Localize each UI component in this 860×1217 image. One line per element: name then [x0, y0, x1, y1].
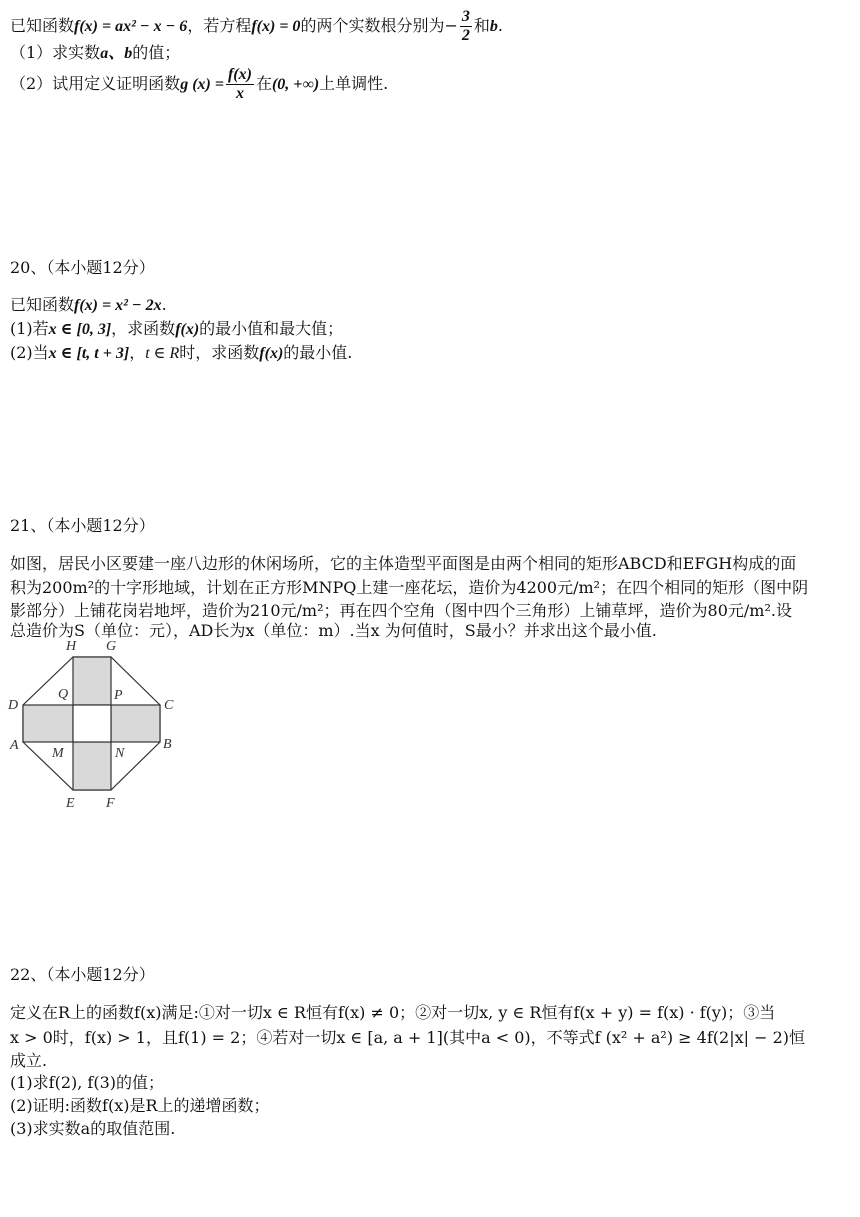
- q21-line3: 影部分）上铺花岗岩地坪，造价为210元/m²；再在四个空角（图中四个三角形）上铺草坪，造价为80元/m².设: [10, 601, 792, 620]
- q20-heading: 20、（本小题12分）: [10, 258, 155, 277]
- q19-fraction: [460, 8, 472, 45]
- q20-part2-text-d: 的最小值.: [283, 343, 353, 362]
- q19-part2-text-b: 在: [255, 74, 272, 93]
- q21-figure: [0, 635, 200, 815]
- q20-fx: f(x) = x² − 2x: [74, 297, 162, 314]
- q19-part2-text-a: （2）试用定义证明函数: [10, 74, 181, 93]
- label-C: C: [164, 698, 174, 713]
- shaded-rect-top: [73, 657, 111, 705]
- q22-line1: 定义在R上的函数f(x)满足:①对一切x ∈ R恒有f(x) ≠ 0；②对一切x, y ∈ R恒有f(x + y) = f(x) · f(y)；③当: [10, 1003, 776, 1022]
- label-M: M: [52, 746, 64, 761]
- q22-line2: x > 0时，f(x) > 1，且f(1) = 2；④若对一切x ∈ [a, a + 1](其中a < 0)，不等式f (x² + a²) ≥ 4f(2|x| − 2)恒: [10, 1028, 805, 1047]
- q19-fraction-den: 2: [461, 27, 470, 44]
- shaded-rect-left: [23, 705, 73, 742]
- q20-part1-text-c: 的最小值和最大值；: [199, 319, 344, 338]
- label-A: A: [10, 738, 19, 753]
- q20-part2-text-b: ，: [129, 343, 146, 362]
- q19-stem-text-b: ，若方程: [187, 16, 252, 35]
- q19-fraction-num: 3: [461, 8, 470, 25]
- q19-stem-text-c: 的两个实数根分别为−: [300, 16, 458, 35]
- shaded-rect-right: [111, 705, 160, 742]
- label-N: N: [115, 746, 125, 761]
- q19-part1: [10, 42, 180, 65]
- q19-stem: [10, 8, 503, 45]
- q19-part1-text-b: 的值；: [132, 43, 181, 62]
- q20-part1-f: f(x): [175, 321, 200, 338]
- q20-part1: [10, 318, 343, 341]
- q19-equation: f(x) = 0: [251, 18, 301, 35]
- q20-part2-t: t ∈ R: [145, 345, 180, 362]
- label-B: B: [163, 737, 172, 752]
- label-D: D: [8, 698, 19, 713]
- q19-fx-def: f(x) = ax² − x − 6: [74, 18, 188, 35]
- label-H: H: [66, 639, 77, 654]
- q20-part1-text-b: ，求函数: [111, 319, 176, 338]
- q22-heading: 22、（本小题12分）: [10, 965, 155, 984]
- q19-part2-frac-num: f(x): [227, 66, 252, 83]
- q20-stem-text-a: 已知函数: [10, 295, 75, 314]
- q20-part2-f: f(x): [259, 345, 284, 362]
- q20-part2-text-c: 时，求函数: [179, 343, 260, 362]
- center-square: [73, 705, 111, 742]
- q19-part2-text-c: 上单调性.: [319, 74, 389, 93]
- q20-part1-text-a: (1)若: [10, 319, 49, 338]
- q19-part2-frac-den: x: [235, 85, 244, 102]
- q21-heading: 21、（本小题12分）: [10, 516, 155, 535]
- q20-part1-cond: x ∈ [0, 3]: [48, 321, 112, 338]
- q19-b-var: b: [489, 18, 498, 35]
- q19-part2-interval: (0, +∞): [271, 76, 320, 93]
- label-G: G: [106, 639, 117, 654]
- q20-part2-text-a: (2)当: [10, 343, 49, 362]
- q21-line4: 总造价为S（单位：元），AD长为x（单位：m）.当x 为何值时，S最小？并求出这个最小值.: [10, 621, 657, 640]
- label-E: E: [66, 796, 75, 811]
- q19-part1-vars: a、b: [100, 45, 133, 62]
- q22-part3: (3)求实数a的取值范围.: [10, 1119, 176, 1138]
- q19-part2-fraction: [226, 66, 254, 103]
- q21-line1: 如图，居民小区要建一座八边形的休闲场所，它的主体造型平面图是由两个相同的矩形ABCD和EFGH构成的面: [10, 554, 797, 573]
- q22-part1: (1)求f(2), f(3)的值；: [10, 1073, 165, 1092]
- q22-line3: 成立.: [10, 1051, 48, 1070]
- q20-stem: [10, 294, 167, 317]
- q20-stem-text-b: .: [161, 295, 167, 314]
- label-F: F: [106, 796, 115, 811]
- q19-part2-g: g (x) =: [180, 76, 224, 93]
- q20-part2-cond: x ∈ [t, t + 3]: [48, 345, 130, 362]
- label-Q: Q: [58, 687, 69, 702]
- q19-part1-text-a: （1）求实数: [10, 43, 101, 62]
- q21-line2: 积为200m²的十字形地域，计划在正方形MNPQ上建一座花坛，造价为4200元/m²；在四个相同的矩形（图中阴: [10, 578, 809, 597]
- q19-stem-text-d: 和: [473, 16, 490, 35]
- shaded-rect-bottom: [73, 742, 111, 790]
- label-P: P: [114, 688, 123, 703]
- q19-stem-text-a: 已知函数: [10, 16, 75, 35]
- q22-part2: (2)证明:函数f(x)是R上的递增函数；: [10, 1096, 270, 1115]
- q19-stem-text-e: .: [497, 16, 503, 35]
- q19-part2: [10, 66, 388, 103]
- q20-part2: [10, 342, 352, 365]
